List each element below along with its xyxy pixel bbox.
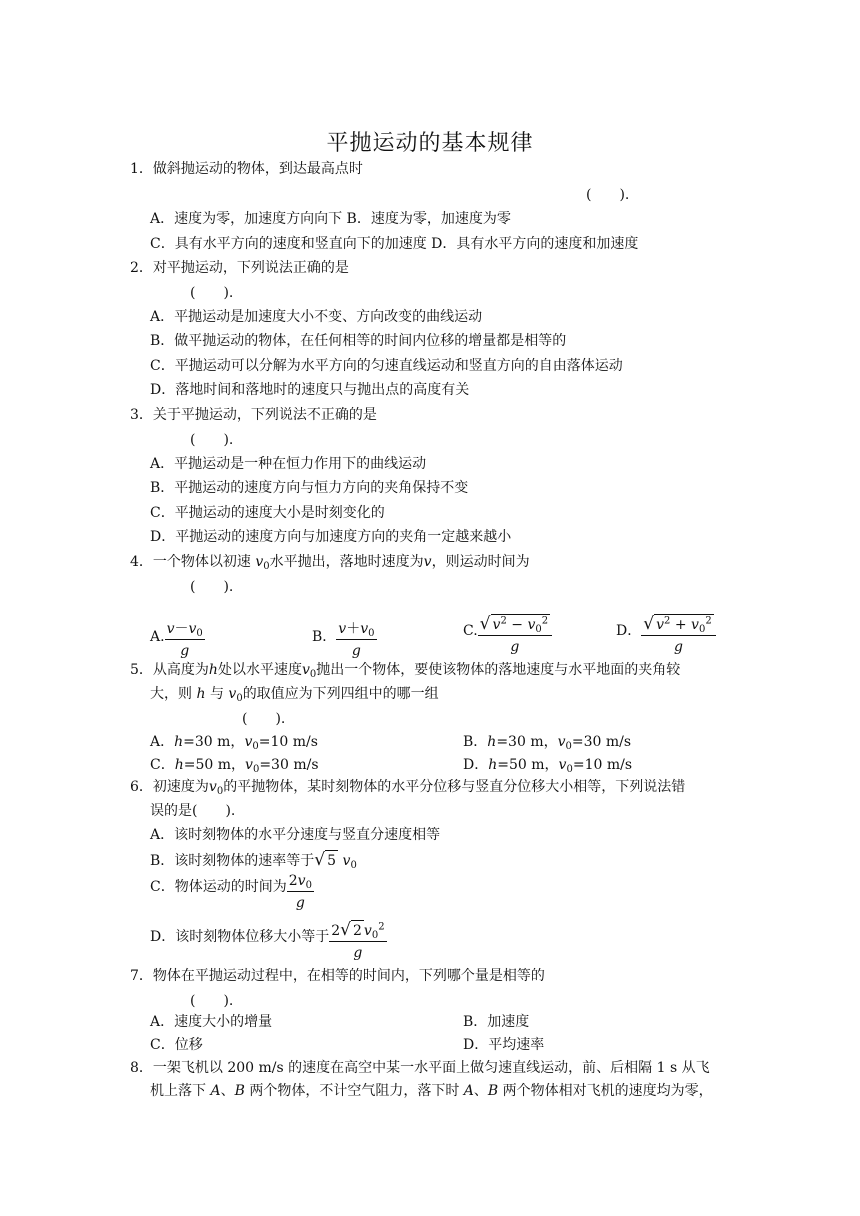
q1-blank: ( ). — [586, 187, 630, 203]
q5-option-d: D．h=50 m，$v_0=10$ m/s — [463, 757, 633, 775]
q5-stem-line1: 5．从高度为h处以水平速度$v_0$抛出一个物体，要使该物体的落地速度与水平地面的夹角较 — [130, 662, 681, 680]
q5-blank: ( ). — [242, 711, 286, 727]
q8-stem-line1: 8．一架飞机以 200 m/s 的速度在高空中某一水平面上做匀速直线运动，前、后相隔 1 s 从飞 — [130, 1060, 710, 1076]
q6-stem-line2: 误的是( ). — [150, 803, 236, 819]
q6-option-d: D．该时刻物体位移大小等于 $\frac{2√ 2 v_0^2}{g}$ — [150, 920, 385, 961]
q4-options — [150, 606, 750, 659]
q7-option-c: C．位移 — [150, 1037, 203, 1053]
q6-option-b: B．该时刻物体的速率等于√ 5 $v_0$ — [150, 850, 357, 871]
q5-option-c: C．h=50 m，$v_0=30$ m/s — [150, 757, 319, 775]
q7-option-d: D．平均速率 — [463, 1037, 545, 1053]
q4-option-c: C. $\frac{√ v^2 - v_0^2}{g}$ — [463, 614, 552, 656]
q1-options-row2: C．具有水平方向的速度和竖直向下的加速度 D．具有水平方向的速度和加速度 — [150, 236, 639, 252]
q4-option-d: D． $\frac{√ v^2 + v_0^2}{g}$ — [616, 614, 716, 656]
page-title: 平抛运动的基本规律 — [326, 131, 534, 156]
q2-option-a: A．平抛运动是加速度大小不变、方向改变的曲线运动 — [150, 309, 483, 325]
q3-option-c: C．平抛运动的速度大小是时刻变化的 — [150, 505, 385, 521]
q3-option-b: B．平抛运动的速度方向与恒力方向的夹角保持不变 — [150, 480, 469, 496]
q2-stem: 2．对平抛运动，下列说法正确的是 — [130, 260, 349, 276]
q2-option-c: C．平抛运动可以分解为水平方向的匀速直线运动和竖直方向的自由落体运动 — [150, 358, 623, 374]
q3-stem: 3．关于平抛运动，下列说法不正确的是 — [130, 407, 377, 423]
q6-option-c: C．物体运动的时间为 $\frac{2v_0}{g}$ — [150, 873, 312, 911]
q3-blank: ( ). — [190, 432, 234, 448]
q6-stem-line1: 6．初速度为$v_0$的平抛物体，某时刻物体的水平分位移与竖直分位移大小相等，下列说法错 — [130, 779, 686, 797]
q2-blank: ( ). — [190, 285, 234, 301]
q4-option-b: B． $\frac{v+v_0}{g}$ — [312, 621, 375, 659]
q7-option-b: B．加速度 — [463, 1014, 530, 1030]
q5-option-a: A．h=30 m，$v_0=10$ m/s — [150, 734, 318, 752]
q4-blank: ( ). — [190, 579, 234, 595]
q1-stem: 1．做斜抛运动的物体，到达最高点时 — [130, 161, 363, 177]
q8-stem-line2: 机上落下 A、B 两个物体，不计空气阻力，落下时 A、B 两个物体相对飞机的速度均为零， — [150, 1083, 713, 1099]
q3-option-a: A．平抛运动是一种在恒力作用下的曲线运动 — [150, 456, 427, 472]
q2-option-b: B．做平抛运动的物体，在任何相等的时间内位移的增量都是相等的 — [150, 333, 567, 349]
q5-stem-line2: 大，则 h 与 $v_0$的取值应为下列四组中的哪一组 — [150, 686, 439, 704]
q6-option-a: A．该时刻物体的水平分速度与竖直分速度相等 — [150, 827, 441, 843]
q2-option-d: D．落地时间和落地时的速度只与抛出点的高度有关 — [150, 382, 470, 398]
q7-option-a: A．速度大小的增量 — [150, 1014, 273, 1030]
q1-options-row1: A．速度为零，加速度方向向下 B．速度为零，加速度为零 — [150, 211, 511, 227]
q4-stem: 4．一个物体以初速 $v_0$水平抛出，落地时速度为v，则运动时间为 — [130, 554, 530, 572]
q7-blank: ( ). — [190, 993, 234, 1009]
q3-option-d: D．平抛运动的速度方向与加速度方向的夹角一定越来越小 — [150, 529, 512, 545]
q5-option-b: B．h=30 m，$v_0=30$ m/s — [463, 734, 632, 752]
q4-option-a: A. $\frac{v-v_0}{g}$ — [150, 621, 203, 659]
q7-stem: 7．物体在平抛运动过程中，在相等的时间内，下列哪个量是相等的 — [130, 968, 545, 984]
